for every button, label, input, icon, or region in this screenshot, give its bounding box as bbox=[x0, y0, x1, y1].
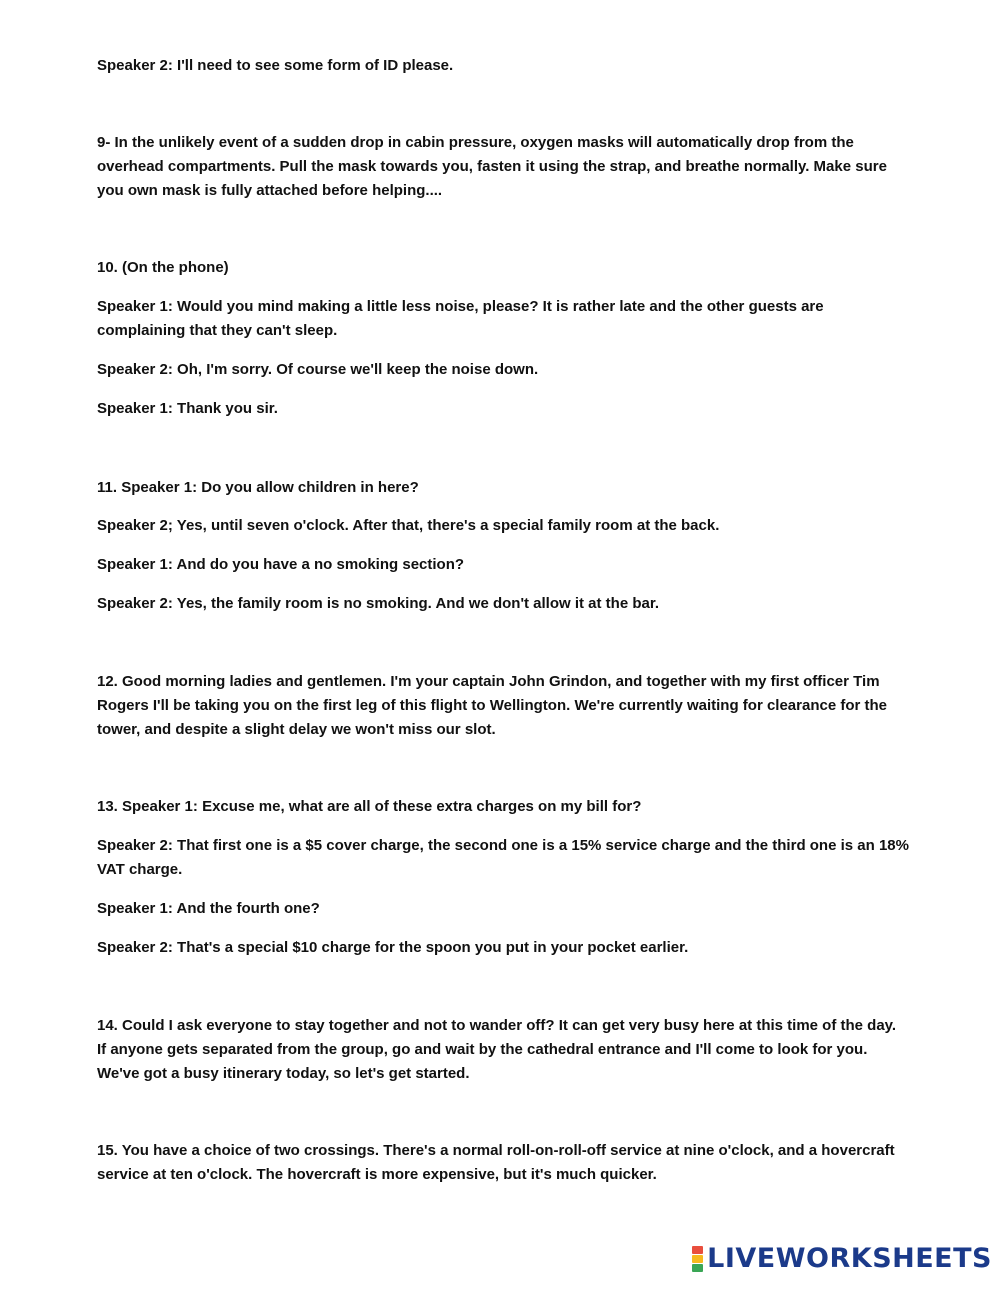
paragraph-10-heading: 10. (On the phone) bbox=[97, 259, 229, 276]
paragraph-13-speaker2: Speaker 2: That first one is a $5 cover charge, the second one is a 15% service charge and the third one is an 18% VAT charge. bbox=[97, 837, 909, 878]
paragraph-10-speaker1: Speaker 1: Would you mind making a little less noise, please? It is rather late and the other guests are complaining that they can't sleep. bbox=[97, 298, 824, 339]
logo-block-yellow bbox=[692, 1255, 703, 1263]
paragraph-11-speaker1-smoking: Speaker 1: And do you have a no smoking section? bbox=[97, 556, 465, 573]
logo-blocks-icon bbox=[692, 1246, 703, 1272]
paragraph-14-tour-guide: 14. Could I ask everyone to stay together and not to wander off? It can get very busy here at this time of the day. If anyone gets separated from the group, go and wait by the cathedral entrance and I'll come to look for you. We've got a busy itinerary today, so let's get started. bbox=[97, 1017, 897, 1082]
logo-block-green bbox=[692, 1264, 703, 1272]
logo-block-red bbox=[692, 1246, 703, 1254]
paragraph-9-oxygen-masks: 9- In the unlikely event of a sudden drop in cabin pressure, oxygen masks will automatically drop from the overhead compartments. Pull the mask towards you, fasten it using the strap, and breathe normally. Make sure you own mask is fully attached before helping.... bbox=[97, 134, 887, 199]
paragraph-15-crossings: 15. You have a choice of two crossings. There's a normal roll-on-roll-off service at nine o'clock, and a hovercraft service at ten o'clock. The hovercraft is more expensive, but it's much quicker. bbox=[97, 1142, 895, 1183]
paragraph-12-captain: 12. Good morning ladies and gentlemen. I'm your captain John Grindon, and together with my first officer Tim Rogers I'll be taking you on the first leg of this flight to Wellington. We're currently waiting for clearance for the tower, and despite a slight delay we won't miss our slot. bbox=[97, 673, 887, 738]
paragraph-10-speaker1-thanks: Speaker 1: Thank you sir. bbox=[97, 400, 278, 417]
logo-text: LIVEWORKSHEETS bbox=[707, 1243, 992, 1274]
paragraph-10-speaker2: Speaker 2: Oh, I'm sorry. Of course we'll keep the noise down. bbox=[97, 361, 539, 378]
liveworksheets-logo bbox=[692, 1245, 992, 1273]
paragraph-speaker2-id: Speaker 2: I'll need to see some form of ID please. bbox=[97, 57, 454, 74]
paragraph-13-speaker1-fourth: Speaker 1: And the fourth one? bbox=[97, 900, 320, 917]
paragraph-11-speaker1: 11. Speaker 1: Do you allow children in here? bbox=[97, 479, 419, 496]
paragraph-13-speaker2-spoon: Speaker 2: That's a special $10 charge for the spoon you put in your pocket earlier. bbox=[97, 939, 689, 956]
paragraph-11-speaker2: Speaker 2; Yes, until seven o'clock. After that, there's a special family room at the back. bbox=[97, 517, 720, 534]
paragraph-13-speaker1: 13. Speaker 1: Excuse me, what are all of these extra charges on my bill for? bbox=[97, 798, 642, 815]
paragraph-11-speaker2-smoking: Speaker 2: Yes, the family room is no smoking. And we don't allow it at the bar. bbox=[97, 595, 660, 612]
